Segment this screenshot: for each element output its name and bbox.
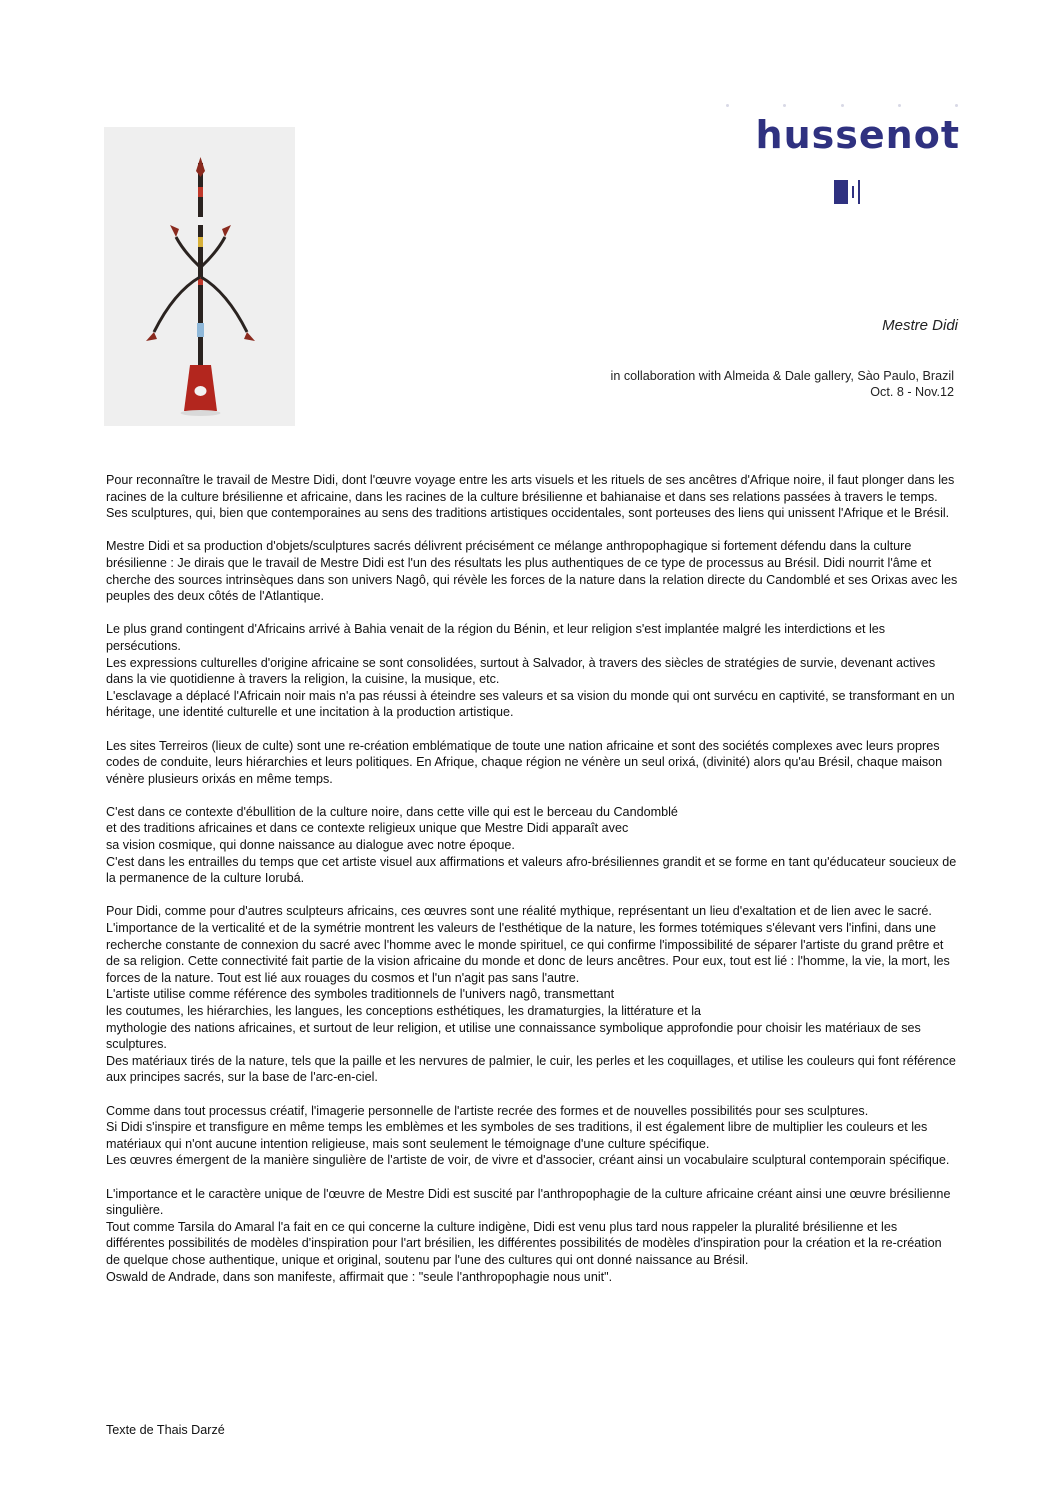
exhibition-dates: Oct. 8 - Nov.12 (870, 384, 954, 399)
artist-name: Mestre Didi (882, 317, 958, 334)
paragraph: Pour Didi, comme pour d'autres sculpteurs africains, ces œuvres sont une réalité mythique, représentant un lieu d'exaltation et de lien avec le sacré. L'importance de la verticalité et de la symétrie montrent les valeurs de l'esthétique de la nature, les formes totémiques s'élevant vers l'infini, dans une recherche constante de connexion du sacré avec l'homme avec le monde spirituel, ce qui confirme l'impossibilité de séparer l'artiste du grand prêtre et de sa religion. Cette connectivité fait partie de la vision africaine du monde et donc de leurs ancêtres. Pour eux, tout est lié : l'homme, la vie, la mort, les forces de la nature. Tout est lié aux rouages du cosmos et l'un n'agit pas sans l'autre. L'artiste utilise comme référence des symboles traditionnels de l'univers nagô, transmettant les coutumes, les hiérarchies, les langues, les conceptions esthétiques, les dramaturgies, la littérature et la mythologie des nations africaines, et surtout de leur religion, et utilise une connaissance symbolique approfondie pour choisir les matériaux de ses sculptures. Des matériaux tirés de la nature, tels que la paille et les nervures de palmier, le cuir, les perles et les coquillages, et utilise les couleurs qui font référence aux principes sacrés, sur la base de l'arc-en-ciel. (106, 904, 956, 1085)
paragraph: Le plus grand contingent d'Africains arrivé à Bahia venait de la région du Bénin, et leur religion s'est implantée malgré les interdictions et les persécutions. Les expressions culturelles d'origine africaine se sont consolidées, surtout à Salvador, à travers des siècles de stratégies de survie, devenant actives dans la vie quotidienne à travers la religion, la cuisine, la musique, etc. L'esclavage a déplacé l'Africain noir mais n'a pas réussi à éteindre ses valeurs et sa vision du monde qui ont survécu en captivité, se transformant en un héritage, une identité culturelle et une incitation à la production artistique. (106, 622, 955, 720)
logo-dots (726, 104, 958, 107)
article-body (106, 472, 958, 1302)
gallery-logo: hussenot (755, 113, 960, 157)
collaboration-line: in collaboration with Almeida & Dale gallery, Sào Paulo, Brazil (610, 369, 954, 383)
author-credit: Texte de Thais Darzé (106, 1423, 225, 1437)
exhibition-info (611, 369, 954, 400)
gallery-door-icon (834, 180, 866, 204)
paragraph: Pour reconnaître le travail de Mestre Didi, dont l'œuvre voyage entre les arts visuels et les rituels de ses ancêtres d'Afrique noire, il faut plonger dans les racines de la culture brésilienne et africaine, dans les racines de la culture brésilienne et bahianaise et dans ses relations passées à travers le temps. Ses sculptures, qui, bien que contemporaines au sens des traditions artistiques occidentales, sont porteuses des liens qui unissent l'Afrique et le Brésil. (106, 473, 955, 521)
paragraph: C'est dans ce contexte d'ébullition de la culture noire, dans cette ville qui est le berceau du Candomblé et des traditions africaines et dans ce contexte religieux unique que Mestre Didi apparaît avec sa vision cosmique, qui donne naissance au dialogue avec notre époque. C'est dans les entrailles du temps que cet artiste visuel aux affirmations et valeurs afro-brésiliennes grandit et se forme en tant qu'éducateur soucieux de la permanence de la culture Iorubá. (106, 804, 957, 886)
beaded-sculpture-icon (104, 127, 295, 426)
paragraph: L'importance et le caractère unique de l'œuvre de Mestre Didi est suscité par l'anthropophagie de la culture africaine créant ainsi une œuvre brésilienne singulière. Tout comme Tarsila do Amaral l'a fait en ce qui concerne la culture indigène, Didi est venu plus tard nous rappeler la pluralité brésilienne et les différentes possibilités de modèles d'inspiration pour l'art brésilien, les différentes possibilités de modèles d'inspiration pour la création et la re-création de quelque chose authentique, unique et original, soutenu par l'une des cultures qui ont donné naissance au Brésil. Oswald de Andrade, dans son manifeste, affirmait que : "seule l'anthropophagie nous unit". (106, 1186, 951, 1284)
artwork-photo (104, 127, 295, 426)
paragraph: Les sites Terreiros (lieux de culte) sont une re-création emblématique de toute une nation africaine et sont des sociétés complexes avec leurs propres codes de conduite, leurs hiérarchies et leurs politiques. En Afrique, chaque région ne vénère un seul orixá, (divinité) alors qu'au Brésil, chaque maison vénère plusieurs orixás en même temps. (106, 738, 943, 786)
paragraph: Comme dans tout processus créatif, l'imagerie personnelle de l'artiste recrée des formes et de nouvelles possibilités pour ses sculptures. Si Didi s'inspire et transfigure en même temps les emblèmes et les symboles de ses traditions, il est également libre de multiplier les couleurs et les matériaux qui n'ont aucune intention religieuse, mais sont seulement le témoignage d'une culture spécifique. Les œuvres émergent de la manière singulière de l'artiste de voir, de vivre et d'associer, créant ainsi un vocabulaire sculptural contemporain spécifique. (106, 1103, 950, 1168)
paragraph: Mestre Didi et sa production d'objets/sculptures sacrés délivrent précisément ce mélange anthropophagique si fortement défendu dans la culture brésilienne : Je dirais que le travail de Mestre Didi est l'un des résultats les plus authentiques de ce type de processus au Brésil. Didi nourrit l'âme et cherche des sources intrinsèques dans son univers Nagô, qui révèle les forces de la nature dans la relation directe du Candomblé et ses Orixas avec les peuples des deux côtés de l'Atlantique. (106, 539, 958, 604)
